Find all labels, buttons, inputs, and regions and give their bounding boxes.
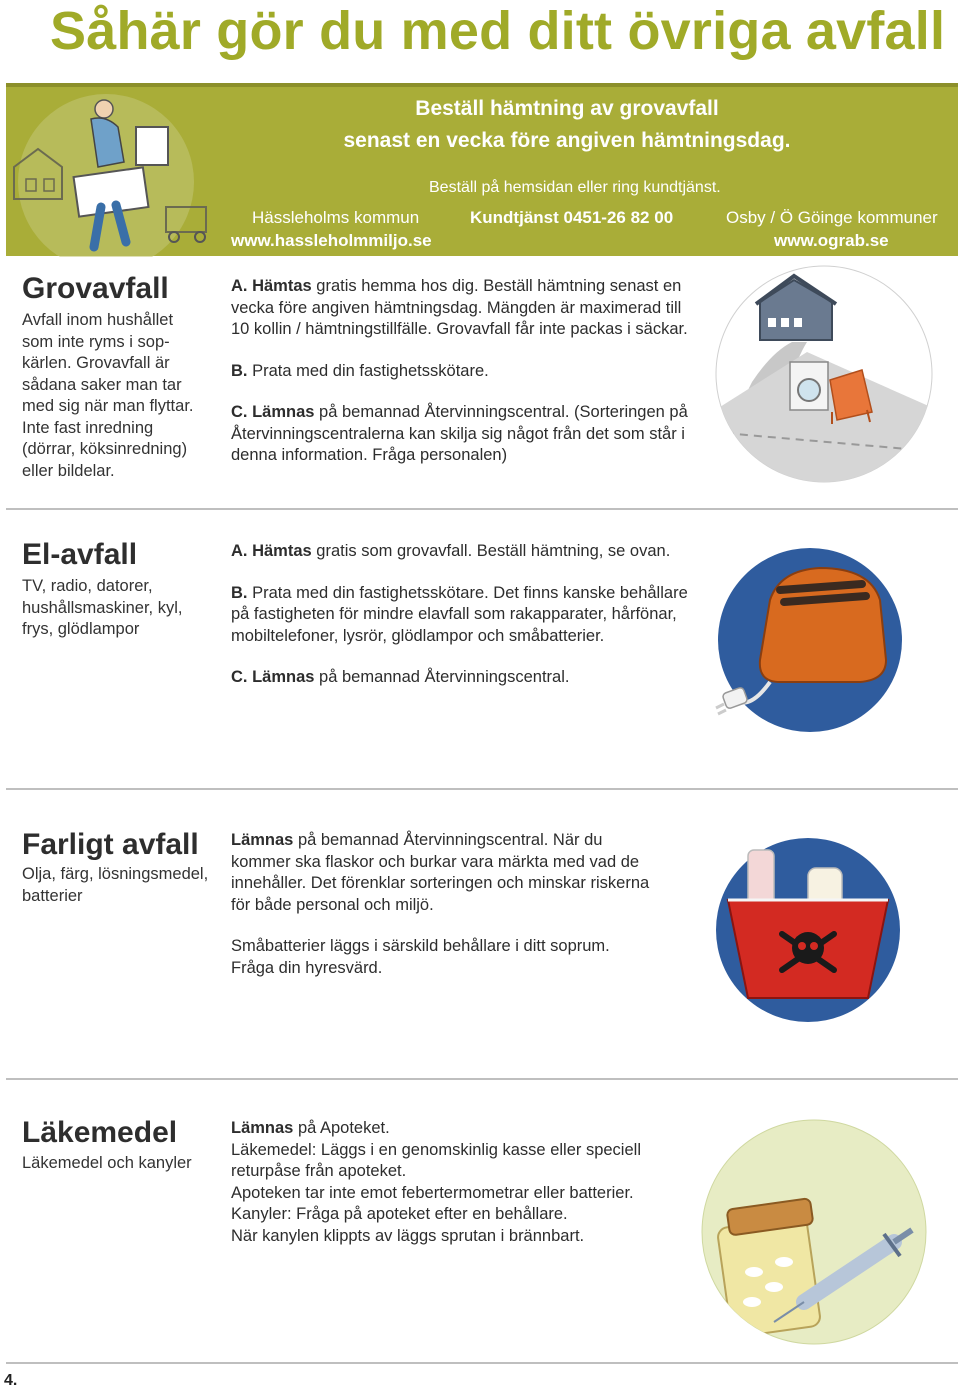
elavfall-description: TV, radio, datorer, hushållsmaskiner, kyl, frys, glödlampor bbox=[22, 577, 183, 638]
banner-right-url[interactable]: www.ograb.se bbox=[774, 231, 889, 250]
lakemedel-line-3: Apoteken tar inte emot febertermometrar eller batterier. bbox=[231, 1183, 634, 1202]
farligt-description: Olja, färg, lösningsmedel, batterier bbox=[22, 865, 209, 905]
grovavfall-option-b: B. Prata med din fastighetsskötare. bbox=[231, 361, 489, 380]
elavfall-option-a: A. Hämtas gratis som grovavfall. Beställ hämtning, se ovan. bbox=[231, 542, 671, 560]
banner-headline-2: senast en vecka före angiven hämtningsdag. bbox=[343, 129, 791, 152]
elavfall-option-b: B. Prata med din fastighetsskötare. Det finns kanske behållare på fastigheten för mindre elavfall som rakapparater, hårfönar, mobiltelefoner, lysrör, glödlampor och småbatterier. bbox=[231, 583, 688, 645]
medicine-jar-syringe-icon bbox=[694, 1112, 934, 1352]
toaster-icon bbox=[710, 540, 910, 740]
banner-headline-1: Beställ hämtning av grovavfall bbox=[415, 97, 719, 120]
lakemedel-description: Läkemedel och kanyler bbox=[22, 1154, 192, 1172]
elavfall-title: El-avfall bbox=[22, 538, 138, 571]
section-divider bbox=[6, 1078, 958, 1080]
hazardous-waste-box-icon bbox=[708, 830, 908, 1030]
lakemedel-line-5: När kanylen klippts av läggs sprutan i brännbart. bbox=[231, 1226, 585, 1245]
elavfall-instructions bbox=[231, 541, 691, 689]
banner-order-info: Beställ på hemsidan eller ring kundtjänst. bbox=[429, 179, 721, 196]
farligt-paragraph-1: Lämnas på bemannad Återvinningscentral. När du kommer ska flaskor och burkar vara märkta med vad de innehåller. Det förenklar sorteringen och minskar riskerna för både personal och miljö. bbox=[231, 831, 650, 914]
page-number: 4. bbox=[4, 1372, 18, 1389]
grovavfall-option-c: C. Lämnas på bemannad Återvinningscentral. (Sorteringen på Återvinningscentralerna kan skilja sig något från det som står i denna information. Fråga personalen) bbox=[231, 403, 688, 464]
lakemedel-instructions bbox=[231, 1118, 651, 1247]
lakemedel-line-2: Läkemedel: Läggs i en genomskinlig kasse eller speciell returpåse från apoteket. bbox=[231, 1140, 641, 1180]
page-title: Såhär gör du med ditt övriga avfall bbox=[50, 1, 946, 61]
grovavfall-option-a: A. Hämtas gratis hemma hos dig. Beställ hämtning senast en vecka före angiven hämtningsdag. Mängden är maximerad till 10 kollin / hämtningstillfälle. Grovavfall får inte packas i säckar. bbox=[231, 277, 688, 338]
farligt-paragraph-2: Småbatterier läggs i särskild behållare i ditt soprum. Fråga din hyresvärd. bbox=[231, 937, 610, 977]
banner-right-municipality: Osby / Ö Göinge kommuner bbox=[726, 208, 938, 227]
section-divider bbox=[6, 508, 958, 510]
elavfall-option-c: C. Lämnas på bemannad Återvinningscentral. bbox=[231, 668, 570, 686]
banner-left-url[interactable]: www.hassleholmmiljo.se bbox=[231, 231, 432, 250]
lakemedel-line-4: Kanyler: Fråga på apoteket efter en behållare. bbox=[231, 1205, 568, 1223]
grovavfall-instructions bbox=[231, 276, 691, 467]
lakemedel-line-1: Lämnas på Apoteket. bbox=[231, 1119, 390, 1137]
pickup-banner bbox=[6, 83, 958, 256]
lakemedel-title: Läkemedel bbox=[22, 1116, 178, 1149]
farligt-title: Farligt avfall bbox=[22, 828, 199, 861]
house-with-bulky-items-icon bbox=[712, 262, 937, 487]
grovavfall-description: Avfall inom hushållet som inte ryms i sop-kärlen. Grovavfall är sådana saker man tar med sig när man flyttar. Inte fast inredning (dörrar, köksinredning) eller bildelar. bbox=[22, 311, 194, 480]
footer-divider bbox=[6, 1362, 958, 1364]
banner-customer-service: Kundtjänst 0451-26 82 00 bbox=[470, 208, 674, 227]
banner-left-municipality: Hässleholms kommun bbox=[252, 208, 420, 227]
section-divider bbox=[6, 788, 958, 790]
farligt-instructions bbox=[231, 830, 651, 979]
grovavfall-title: Grovavfall bbox=[22, 272, 169, 305]
